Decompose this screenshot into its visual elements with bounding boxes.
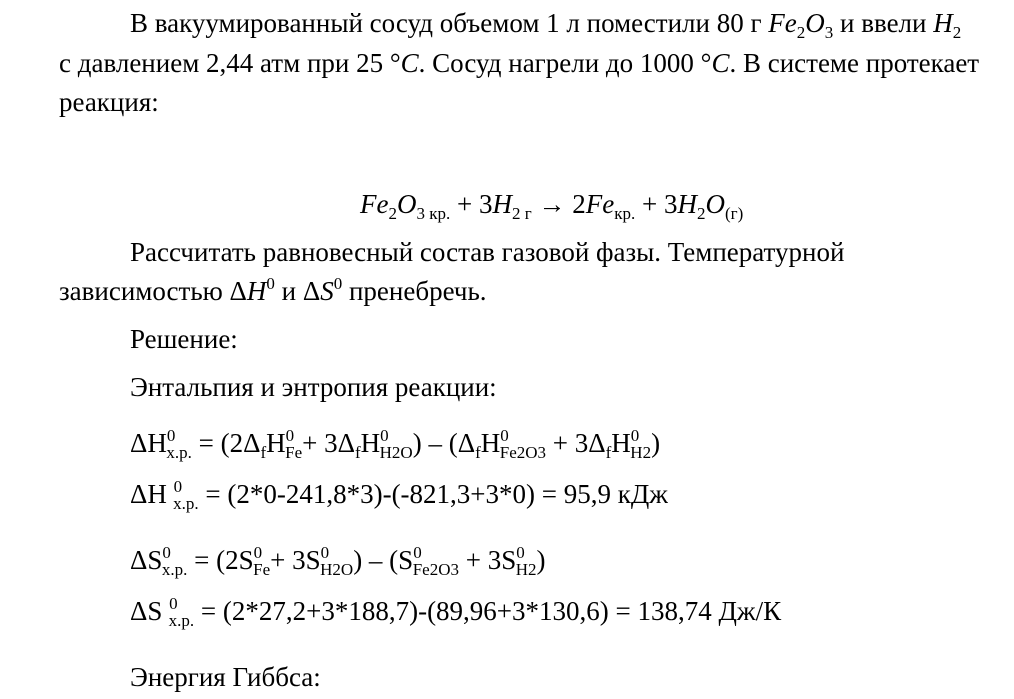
subscript: 3 [824, 23, 834, 42]
eq-plus: + 3 [635, 189, 678, 219]
task-line-2 [59, 275, 487, 307]
enthalpy-heading: Энтальпия и энтропия реакции: [130, 372, 497, 402]
eq-h: H [492, 189, 512, 219]
text: + 3S [270, 545, 321, 575]
superscript: 0 [285, 426, 295, 445]
text: = (2S [187, 545, 254, 575]
subscript: Fe2O3 [412, 560, 459, 579]
unit-c: C [711, 48, 730, 78]
superscript: 0 [630, 426, 640, 445]
eq-fe: Fe [360, 189, 389, 219]
superscript: 0 [380, 426, 389, 445]
subscript: х.р. [166, 443, 192, 462]
subscript: H2O [320, 560, 354, 579]
formula-o: O [805, 8, 825, 38]
problem-line-2 [59, 47, 979, 79]
subscript: f [354, 443, 361, 462]
unit-c: C [400, 48, 419, 78]
text: ) [651, 428, 661, 458]
text: + 3Δ [546, 428, 606, 458]
subscript: 2 [696, 204, 706, 223]
subscript: H2 [630, 443, 652, 462]
superscript: 0 [162, 543, 171, 562]
text: ΔH [130, 428, 167, 458]
formula-fe: Fe [768, 8, 797, 38]
entropy-formula [130, 543, 546, 579]
text: зависимостью Δ [59, 276, 247, 306]
symbol-h: H [246, 276, 267, 306]
subscript: H2O [379, 443, 413, 462]
eq-o: O [396, 189, 417, 219]
superscript: 0 [166, 426, 176, 445]
subscript: 2 [388, 204, 397, 223]
text: и Δ [274, 276, 321, 306]
enthalpy-value [130, 477, 668, 513]
subscript: f [475, 443, 481, 462]
superscript: 0 [266, 274, 275, 293]
text: = (2Δ [191, 428, 261, 458]
text: ΔH [130, 479, 174, 509]
subscript: кр. [614, 204, 636, 223]
subscript: х.р. [173, 494, 199, 513]
solution-heading: Решение: [130, 324, 238, 354]
eq-plus: + 3 [450, 189, 493, 219]
eq-o: O [705, 189, 725, 219]
subscript: 2 [796, 23, 806, 42]
subscript: f [260, 443, 267, 462]
subscript: H2 [515, 560, 537, 579]
subscript: 2 г [511, 204, 532, 223]
text: ΔS [130, 596, 170, 626]
subscript: Fe [253, 560, 271, 579]
entropy-value [130, 594, 782, 630]
formula-h: H [933, 8, 953, 38]
superscript: 0 [516, 543, 525, 562]
text: H [480, 428, 501, 458]
superscript: 0 [500, 426, 509, 445]
gibbs-heading: Энергия Гиббса: [130, 662, 321, 692]
text: пренебречь. [342, 276, 487, 306]
text: H [266, 428, 286, 458]
eq-h: H [677, 189, 697, 219]
task-line-1: Рассчитать равновесный состав газовой фазы. Температурной [130, 237, 845, 267]
eq-fe: Fe [585, 189, 615, 219]
superscript: 0 [253, 543, 263, 562]
text: В вакуумированный сосуд объемом 1 л поместили 80 г [130, 8, 769, 38]
text: + 3S [458, 545, 517, 575]
enthalpy-formula [130, 426, 661, 462]
subscript: Fe2O3 [499, 443, 547, 462]
subscript: Fe [285, 443, 303, 462]
superscript: 0 [320, 543, 330, 562]
text: ΔS [130, 545, 163, 575]
text: ) – (S [353, 545, 414, 575]
text: = (2*27,2+3*188,7)-(89,96+3*130,6) = 138,74 Дж/К [194, 596, 782, 626]
text: и ввели [833, 8, 934, 38]
reaction-equation [360, 188, 744, 223]
text: ) – (Δ [412, 428, 476, 458]
subscript: 2 [952, 23, 962, 42]
subscript: (г) [724, 204, 744, 223]
subscript: 3 кр. [416, 204, 451, 223]
superscript: 0 [169, 594, 178, 613]
subscript: х.р. [168, 611, 195, 630]
text: ) [536, 545, 546, 575]
superscript: 0 [173, 477, 183, 496]
text: . В системе протекает [729, 48, 980, 78]
text: с давлением 2,44 атм при 25 ° [59, 48, 401, 78]
superscript: 0 [333, 274, 343, 293]
superscript: 0 [413, 543, 422, 562]
subscript: х.р. [161, 560, 188, 579]
problem-line-1 [130, 7, 962, 42]
text: H [611, 428, 631, 458]
subscript: f [605, 443, 612, 462]
text: . Сосуд нагрели до 1000 ° [418, 48, 712, 78]
symbol-s: S [320, 276, 334, 306]
problem-line-3: реакция: [59, 87, 159, 117]
reaction-arrow: → 2 [531, 189, 586, 219]
text: + 3Δ [302, 428, 355, 458]
text: = (2*0-241,8*3)-(-821,3+3*0) = 95,9 кДж [198, 479, 668, 509]
text: H [360, 428, 381, 458]
